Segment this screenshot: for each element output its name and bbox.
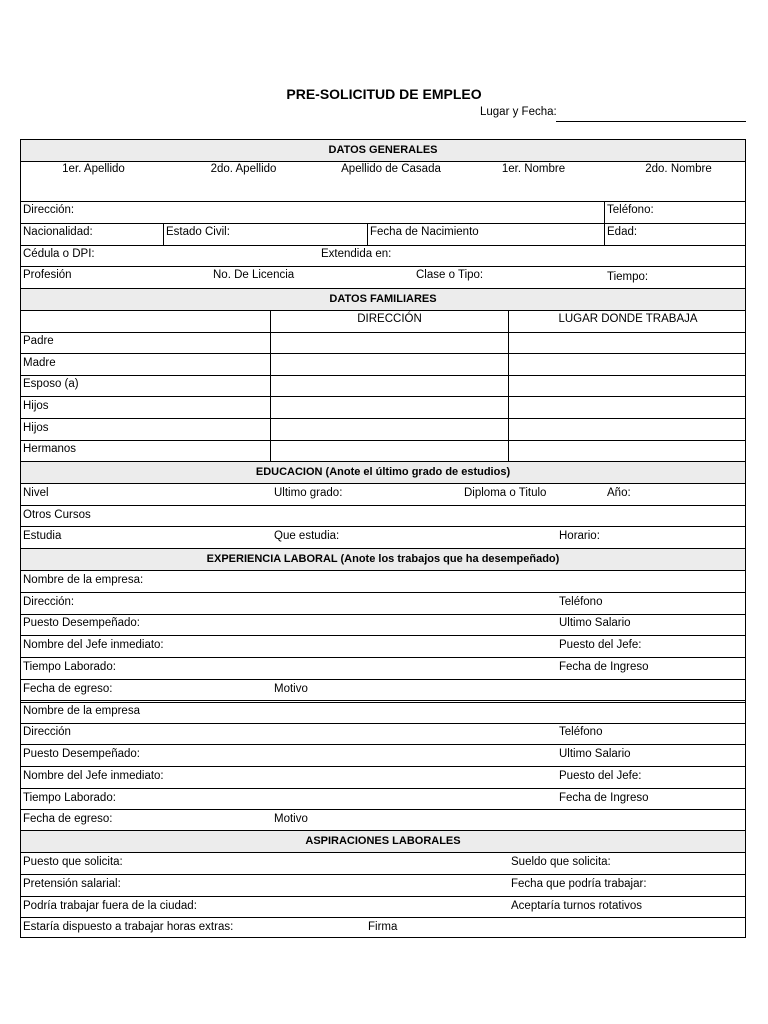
job2-puesto-jefe[interactable]: Puesto del Jefe: [559, 770, 642, 782]
family-row-padre: Padre [23, 335, 54, 347]
job1-telefono[interactable]: Teléfono [559, 596, 603, 608]
job2-salario[interactable]: Ultimo Salario [559, 748, 631, 760]
job2-puesto[interactable]: Puesto Desempeñado: [23, 748, 140, 760]
application-form [20, 139, 746, 938]
job1-ingreso[interactable]: Fecha de Ingreso [559, 661, 649, 673]
field-apellido-1: 1er. Apellido [62, 163, 125, 175]
job1-empresa[interactable]: Nombre de la empresa: [23, 574, 144, 586]
section-aspiraciones: ASPIRACIONES LABORALES [21, 831, 745, 852]
section-datos-familiares: DATOS FAMILIARES [21, 289, 745, 310]
field-ultimo-grado[interactable]: Ultimo grado: [274, 487, 343, 499]
field-anio[interactable]: Año: [607, 487, 631, 499]
field-apellido-2: 2do. Apellido [210, 163, 277, 175]
field-clase-tipo[interactable]: Clase o Tipo: [416, 269, 484, 281]
field-nacionalidad[interactable]: Nacionalidad: [23, 226, 93, 238]
family-row-madre: Madre [23, 357, 56, 369]
field-tiempo[interactable]: Tiempo: [607, 271, 649, 283]
job1-salario[interactable]: Ultimo Salario [559, 617, 631, 629]
lugar-fecha-label: Lugar y Fecha: [480, 106, 557, 118]
field-nivel[interactable]: Nivel [23, 487, 49, 499]
job1-puesto[interactable]: Puesto Desempeñado: [23, 617, 140, 629]
field-otros-cursos[interactable]: Otros Cursos [23, 509, 91, 521]
job2-motivo[interactable]: Motivo [274, 813, 308, 825]
page-title: PRE-SOLICITUD DE EMPLEO [286, 86, 482, 102]
field-estudia[interactable]: Estudia [23, 530, 62, 542]
section-experiencia: EXPERIENCIA LABORAL (Anote los trabajos que ha desempeñado) [21, 549, 745, 570]
family-row-hijos: Hijos [23, 400, 49, 412]
job2-ingreso[interactable]: Fecha de Ingreso [559, 792, 649, 804]
section-datos-generales: DATOS GENERALES [21, 140, 745, 161]
family-row-hijos: Hijos [23, 422, 49, 434]
field-nombre-2: 2do. Nombre [645, 163, 712, 175]
job2-tiempo[interactable]: Tiempo Laborado: [23, 792, 116, 804]
field-fecha-nacimiento[interactable]: Fecha de Nacimiento [370, 226, 479, 238]
field-estado-civil[interactable]: Estado Civil: [166, 226, 230, 238]
column-lugar-trabajo: LUGAR DONDE TRABAJA [558, 313, 698, 325]
field-nombre-1: 1er. Nombre [501, 163, 566, 175]
job1-puesto-jefe[interactable]: Puesto del Jefe: [559, 639, 642, 651]
field-edad[interactable]: Edad: [607, 226, 638, 238]
job1-egreso[interactable]: Fecha de egreso: [23, 683, 113, 695]
field-puesto-solicita[interactable]: Puesto que solicita: [23, 856, 123, 868]
job1-tiempo[interactable]: Tiempo Laborado: [23, 661, 116, 673]
field-turnos-rotativos[interactable]: Aceptaría turnos rotativos [511, 900, 643, 912]
field-que-estudia[interactable]: Que estudia: [274, 530, 340, 542]
field-fecha-trabajar[interactable]: Fecha que podría trabajar: [511, 878, 647, 890]
field-direccion[interactable]: Dirección: [23, 204, 75, 216]
column-direccion: DIRECCIÓN [357, 313, 422, 325]
field-cedula[interactable]: Cédula o DPI: [23, 248, 95, 260]
family-row-hermanos: Hermanos [23, 443, 77, 455]
job2-telefono[interactable]: Teléfono [559, 726, 603, 738]
job2-direccion[interactable]: Dirección [23, 726, 71, 738]
lugar-fecha-line[interactable] [556, 121, 746, 122]
field-sueldo-solicita[interactable]: Sueldo que solicita: [511, 856, 611, 868]
field-horario[interactable]: Horario: [559, 530, 600, 542]
job1-motivo[interactable]: Motivo [274, 683, 308, 695]
job2-jefe[interactable]: Nombre del Jefe inmediato: [23, 770, 164, 782]
section-educacion: EDUCACION (Anote el último grado de estudios) [21, 462, 745, 483]
job2-empresa[interactable]: Nombre de la empresa [23, 705, 140, 717]
field-diploma[interactable]: Diploma o Titulo [464, 487, 547, 499]
job1-jefe[interactable]: Nombre del Jefe inmediato: [23, 639, 164, 651]
field-pretension-salarial[interactable]: Pretensión salarial: [23, 878, 121, 890]
job2-egreso[interactable]: Fecha de egreso: [23, 813, 113, 825]
field-apellido-casada: Apellido de Casada [341, 163, 441, 175]
field-extendida[interactable]: Extendida en: [321, 248, 392, 260]
field-profesion[interactable]: Profesión [23, 269, 72, 281]
job1-direccion[interactable]: Dirección: [23, 596, 75, 608]
family-row-esposo: Esposo (a) [23, 378, 79, 390]
field-licencia[interactable]: No. De Licencia [213, 269, 295, 281]
field-horas-extras[interactable]: Estaría dispuesto a trabajar horas extras: [23, 921, 234, 933]
field-fuera-ciudad[interactable]: Podría trabajar fuera de la ciudad: [23, 900, 197, 912]
field-firma[interactable]: Firma [368, 921, 398, 933]
field-telefono[interactable]: Teléfono: [607, 204, 654, 216]
